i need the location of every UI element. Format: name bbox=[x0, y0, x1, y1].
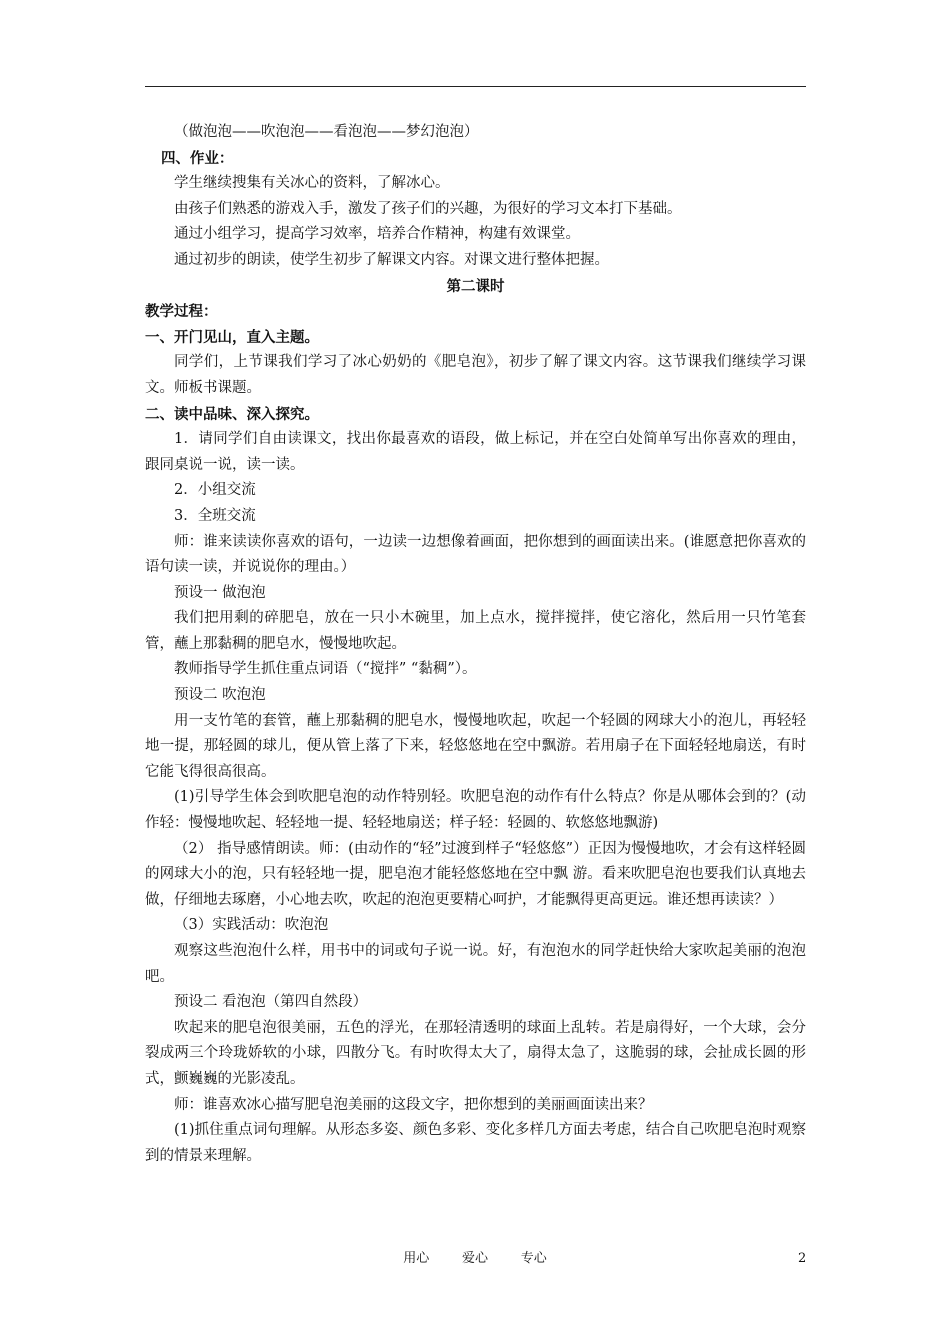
paragraph: 师：谁来读读你喜欢的语句，一边读一边想像着画面，把你想到的画面读出来。(谁愿意把你喜欢的语句读一读，并说说你的理由。） bbox=[145, 533, 806, 576]
paragraph: 3．全班交流 bbox=[174, 507, 256, 524]
section-heading: 教学过程： bbox=[145, 303, 218, 321]
paragraph: (1)抓住重点词句理解。从形态多姿、颜色多彩、变化多样几方面去考虑，结合自己吹肥皂泡时观察到的情景来理解。 bbox=[145, 1122, 806, 1164]
paragraph: 通过小组学习，提高学习效率，培养合作精神，构建有效课堂。 bbox=[174, 226, 580, 243]
section-heading: 四、作业： bbox=[160, 149, 234, 167]
paragraph: 预设二 看泡泡（第四自然段） bbox=[174, 994, 368, 1011]
header-rule bbox=[145, 86, 806, 87]
paragraph: 用一支竹笔的套管，蘸上那黏稠的肥皂水，慢慢地吹起，吹起一个轻圆的网球大小的泡儿，再轻轻地一提，那轻圆的球儿，便从管上落了下来，轻悠悠地在空中飘游。若用扇子在下面轻轻地扇送，有时它能飞得很高很高。 bbox=[145, 712, 806, 780]
paragraph: (1)引导学生体会到吹肥皂泡的动作特别轻。吹肥皂泡的动作有什么特点？你是从哪体会到的？(动作轻：慢慢地吹起、轻轻地一提、轻轻地扇送；样子轻：轻圆的、软悠悠地飘游) bbox=[145, 789, 806, 832]
lesson-title: 第二课时 bbox=[446, 277, 505, 295]
paragraph: （2） 指导感情朗读。师：(由动作的“轻”过渡到样子“轻悠悠”）正因为慢慢地吹，才会有这样轻圆的网球大小的泡，只有轻轻地一提，肥皂泡才能轻悠悠地在空中飘 游。看来吹肥皂泡也要我们认真地去做，仔细地去琢磨，小心地去吹，吹起的泡泡更要精心呵护，才能飘得更高更远。谁还想再读读？） bbox=[145, 840, 806, 908]
paragraph: 观察这些泡泡什么样，用书中的词或句子说一说。好，有泡泡水的同学赶快给大家吹起美丽的泡泡吧。 bbox=[145, 943, 806, 985]
footer-motto: 用心 爱心 专心 bbox=[403, 1251, 547, 1266]
paragraph: 预设二 吹泡泡 bbox=[174, 687, 266, 704]
paragraph: 1．请同学们自由读课文，找出你最喜欢的语段，做上标记，并在空白处简单写出你喜欢的理由，跟同桌说一说，读一读。 bbox=[145, 431, 806, 473]
paragraph: 吹起来的肥皂泡很美丽，五色的浮光，在那轻清透明的球面上乱转。若是扇得好，一个大球，会分裂成两三个玲珑娇软的小球，四散分飞。有时吹得太大了，扇得太急了，这脆弱的球，会扯成长圆的形式，颤巍巍的光影凌乱。 bbox=[145, 1019, 806, 1087]
paragraph: 2．小组交流 bbox=[174, 482, 256, 499]
document-body bbox=[145, 120, 806, 1169]
paragraph: 我们把用剩的碎肥皂，放在一只小木碗里，加上点水，搅拌搅拌，使它溶化，然后用一只竹笔套管，蘸上那黏稠的肥皂水，慢慢地吹起。 bbox=[145, 610, 806, 652]
page-footer bbox=[0, 1249, 950, 1269]
paragraph: 预设一 做泡泡 bbox=[174, 584, 266, 601]
paragraph: 师：谁喜欢冰心描写肥皂泡美丽的这段文字，把你想到的美丽画面读出来？ bbox=[174, 1096, 653, 1113]
paragraph: 由孩子们熟悉的游戏入手，激发了孩子们的兴趣，为很好的学习文本打下基础。 bbox=[174, 200, 682, 217]
section-heading: 二、读中品味、深入探究。 bbox=[145, 405, 319, 423]
paragraph: 同学们，上节课我们学习了冰心奶奶的《肥皂泡》，初步了解了课文内容。这节课我们继续学习课文。师板书课题。 bbox=[145, 354, 806, 396]
paragraph: （做泡泡——吹泡泡——看泡泡——梦幻泡泡） bbox=[174, 124, 479, 140]
page-number: 2 bbox=[798, 1251, 807, 1266]
paragraph: 教师指导学生抓住重点词语（“搅拌” “黏稠”）。 bbox=[174, 661, 477, 678]
paragraph: （3）实践活动：吹泡泡 bbox=[174, 917, 329, 934]
paragraph: 通过初步的朗读，使学生初步了解课文内容。对课文进行整体把握。 bbox=[174, 251, 609, 268]
paragraph: 学生继续搜集有关冰心的资料，了解冰心。 bbox=[174, 175, 450, 192]
section-heading: 一、开门见山，直入主题。 bbox=[145, 328, 319, 346]
